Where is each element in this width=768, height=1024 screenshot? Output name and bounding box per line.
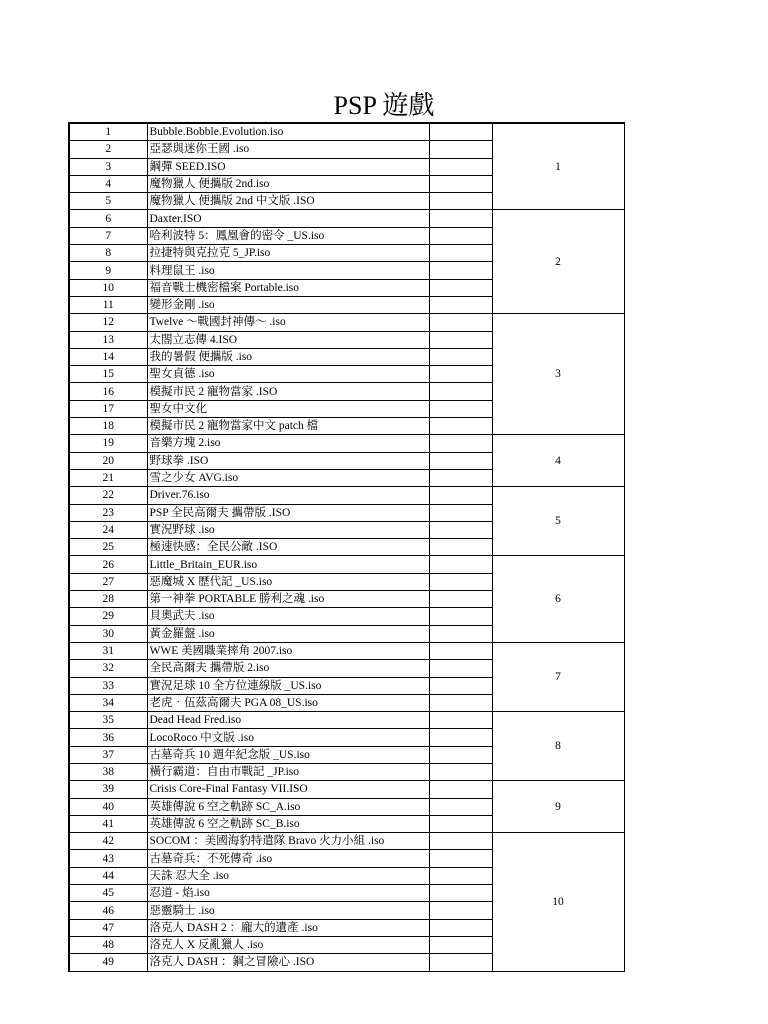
table-row bbox=[69, 487, 624, 504]
row-number: 23 bbox=[69, 504, 147, 521]
row-number: 7 bbox=[69, 227, 147, 244]
empty-cell bbox=[429, 123, 492, 141]
empty-cell bbox=[429, 279, 492, 296]
game-filename: Twelve ～戰國封神傳～ .iso bbox=[147, 314, 429, 331]
game-filename: 模擬市民 2 寵物當家 .ISO bbox=[147, 383, 429, 400]
row-number: 19 bbox=[69, 435, 147, 452]
row-number: 39 bbox=[69, 781, 147, 798]
row-number: 40 bbox=[69, 798, 147, 815]
row-number: 47 bbox=[69, 919, 147, 936]
game-filename: 料理鼠王 .iso bbox=[147, 262, 429, 279]
game-filename: 哈利波特 5：鳳凰會的密令 _US.iso bbox=[147, 227, 429, 244]
row-number: 38 bbox=[69, 763, 147, 780]
empty-cell bbox=[429, 469, 492, 486]
game-filename: 惡魔城 X 歷代記 _US.iso bbox=[147, 573, 429, 590]
row-number: 35 bbox=[69, 712, 147, 729]
game-filename: Driver.76.iso bbox=[147, 487, 429, 504]
empty-cell bbox=[429, 573, 492, 590]
row-number: 44 bbox=[69, 867, 147, 884]
row-number: 9 bbox=[69, 262, 147, 279]
empty-cell bbox=[429, 435, 492, 452]
empty-cell bbox=[429, 556, 492, 573]
empty-cell bbox=[429, 400, 492, 417]
row-number: 25 bbox=[69, 539, 147, 556]
row-number: 32 bbox=[69, 660, 147, 677]
row-number: 26 bbox=[69, 556, 147, 573]
game-filename: Daxter.ISO bbox=[147, 210, 429, 227]
row-number: 45 bbox=[69, 885, 147, 902]
game-filename: 極速快感：全民公敵 .ISO bbox=[147, 539, 429, 556]
row-number: 17 bbox=[69, 400, 147, 417]
game-filename: 惡靈騎士 .iso bbox=[147, 902, 429, 919]
group-number: 3 bbox=[492, 314, 624, 435]
game-filename: 全民高爾夫 攜帶版 2.iso bbox=[147, 660, 429, 677]
row-number: 18 bbox=[69, 418, 147, 435]
empty-cell bbox=[429, 729, 492, 746]
table-row bbox=[69, 642, 624, 659]
table-row bbox=[69, 556, 624, 573]
table-row bbox=[69, 781, 624, 798]
empty-cell bbox=[429, 227, 492, 244]
empty-cell bbox=[429, 296, 492, 313]
empty-cell bbox=[429, 158, 492, 175]
row-number: 16 bbox=[69, 383, 147, 400]
empty-cell bbox=[429, 504, 492, 521]
game-filename: 鋼彈 SEED.ISO bbox=[147, 158, 429, 175]
empty-cell bbox=[429, 919, 492, 936]
game-filename: 雪之少女 AVG.iso bbox=[147, 469, 429, 486]
game-filename: 變形金剛 .iso bbox=[147, 296, 429, 313]
game-filename: 忍道 - 焰.iso bbox=[147, 885, 429, 902]
group-number: 10 bbox=[492, 833, 624, 971]
empty-cell bbox=[429, 262, 492, 279]
game-filename: 英雄傳說 6 空之軌跡 SC_A.iso bbox=[147, 798, 429, 815]
empty-cell bbox=[429, 193, 492, 210]
empty-cell bbox=[429, 175, 492, 192]
row-number: 41 bbox=[69, 815, 147, 832]
game-filename: 亞瑟與迷你王國 .iso bbox=[147, 141, 429, 158]
row-number: 33 bbox=[69, 677, 147, 694]
row-number: 2 bbox=[69, 141, 147, 158]
row-number: 36 bbox=[69, 729, 147, 746]
game-filename: 黃金羅盤 .iso bbox=[147, 625, 429, 642]
game-list-table bbox=[68, 122, 625, 972]
game-filename: Dead Head Fred.iso bbox=[147, 712, 429, 729]
empty-cell bbox=[429, 383, 492, 400]
game-filename: SOCOM ：美國海豹特遣隊 Bravo 火力小組 .iso bbox=[147, 833, 429, 850]
game-filename: 貝奧武夫 .iso bbox=[147, 608, 429, 625]
table-row bbox=[69, 435, 624, 452]
game-filename: 老虎‧伍茲高爾夫 PGA 08_US.iso bbox=[147, 694, 429, 711]
game-filename: Bubble.Bobble.Evolution.iso bbox=[147, 123, 429, 141]
game-filename: 古墓奇兵 10 週年紀念版 _US.iso bbox=[147, 746, 429, 763]
game-filename: 英雄傳說 6 空之軌跡 SC_B.iso bbox=[147, 815, 429, 832]
row-number: 10 bbox=[69, 279, 147, 296]
empty-cell bbox=[429, 833, 492, 850]
row-number: 5 bbox=[69, 193, 147, 210]
game-filename: 實況野球 .iso bbox=[147, 521, 429, 538]
empty-cell bbox=[429, 867, 492, 884]
game-filename: 魔物獵人 便攜版 2nd 中文版 .ISO bbox=[147, 193, 429, 210]
empty-cell bbox=[429, 642, 492, 659]
game-filename: 洛克人 DASH ：鋼之冒險心 .ISO bbox=[147, 954, 429, 971]
row-number: 1 bbox=[69, 123, 147, 141]
row-number: 30 bbox=[69, 625, 147, 642]
row-number: 48 bbox=[69, 936, 147, 953]
game-filename: 洛克人 X 反亂獵人 .iso bbox=[147, 936, 429, 953]
game-filename: 野球拳 .ISO bbox=[147, 452, 429, 469]
game-filename: 橫行霸道：自由市戰記 _JP.iso bbox=[147, 763, 429, 780]
empty-cell bbox=[429, 539, 492, 556]
game-filename: 實況足球 10 全方位連線版 _US.iso bbox=[147, 677, 429, 694]
table-row bbox=[69, 210, 624, 227]
empty-cell bbox=[429, 366, 492, 383]
group-number: 7 bbox=[492, 642, 624, 711]
group-number: 9 bbox=[492, 781, 624, 833]
empty-cell bbox=[429, 141, 492, 158]
row-number: 14 bbox=[69, 348, 147, 365]
empty-cell bbox=[429, 936, 492, 953]
page-title: PSP 遊戲 bbox=[333, 91, 435, 120]
row-number: 22 bbox=[69, 487, 147, 504]
row-number: 37 bbox=[69, 746, 147, 763]
empty-cell bbox=[429, 331, 492, 348]
game-filename: 我的暑假 便攜版 .iso bbox=[147, 348, 429, 365]
game-filename: PSP 全民高爾夫 攜帶版 .ISO bbox=[147, 504, 429, 521]
empty-cell bbox=[429, 608, 492, 625]
game-filename: LocoRoco 中文版 .iso bbox=[147, 729, 429, 746]
empty-cell bbox=[429, 660, 492, 677]
empty-cell bbox=[429, 694, 492, 711]
table-row bbox=[69, 833, 624, 850]
empty-cell bbox=[429, 521, 492, 538]
empty-cell bbox=[429, 885, 492, 902]
game-filename: 魔物獵人 便攜版 2nd.iso bbox=[147, 175, 429, 192]
game-filename: 天誅 忍大全 .iso bbox=[147, 867, 429, 884]
game-filename: 古墓奇兵：不死傳奇 .iso bbox=[147, 850, 429, 867]
empty-cell bbox=[429, 677, 492, 694]
empty-cell bbox=[429, 625, 492, 642]
row-number: 27 bbox=[69, 573, 147, 590]
row-number: 28 bbox=[69, 591, 147, 608]
empty-cell bbox=[429, 314, 492, 331]
row-number: 20 bbox=[69, 452, 147, 469]
empty-cell bbox=[429, 815, 492, 832]
game-filename: Little_Britain_EUR.iso bbox=[147, 556, 429, 573]
empty-cell bbox=[429, 850, 492, 867]
game-filename: WWE 美國職業摔角 2007.iso bbox=[147, 642, 429, 659]
empty-cell bbox=[429, 781, 492, 798]
game-filename: 聖女中文化 bbox=[147, 400, 429, 417]
group-number: 5 bbox=[492, 487, 624, 556]
row-number: 46 bbox=[69, 902, 147, 919]
empty-cell bbox=[429, 746, 492, 763]
row-number: 15 bbox=[69, 366, 147, 383]
group-number: 4 bbox=[492, 435, 624, 487]
row-number: 21 bbox=[69, 469, 147, 486]
group-number: 1 bbox=[492, 123, 624, 210]
empty-cell bbox=[429, 902, 492, 919]
row-number: 6 bbox=[69, 210, 147, 227]
empty-cell bbox=[429, 954, 492, 971]
empty-cell bbox=[429, 418, 492, 435]
row-number: 8 bbox=[69, 245, 147, 262]
row-number: 4 bbox=[69, 175, 147, 192]
group-number: 6 bbox=[492, 556, 624, 642]
game-filename: 模擬市民 2 寵物當家中文 patch 檔 bbox=[147, 418, 429, 435]
game-filename: 太閤立志傳 4.ISO bbox=[147, 331, 429, 348]
row-number: 11 bbox=[69, 296, 147, 313]
game-filename: 洛克人 DASH 2 ：龐大的遺產 .iso bbox=[147, 919, 429, 936]
group-number: 2 bbox=[492, 210, 624, 314]
row-number: 12 bbox=[69, 314, 147, 331]
empty-cell bbox=[429, 712, 492, 729]
game-filename: 第一神拳 PORTABLE 勝利之魂 .iso bbox=[147, 591, 429, 608]
empty-cell bbox=[429, 348, 492, 365]
row-number: 3 bbox=[69, 158, 147, 175]
row-number: 34 bbox=[69, 694, 147, 711]
row-number: 24 bbox=[69, 521, 147, 538]
empty-cell bbox=[429, 210, 492, 227]
game-filename: 聖女貞德 .iso bbox=[147, 366, 429, 383]
empty-cell bbox=[429, 591, 492, 608]
game-filename: 拉捷特與克拉克 5_JP.iso bbox=[147, 245, 429, 262]
empty-cell bbox=[429, 798, 492, 815]
table-row bbox=[69, 712, 624, 729]
row-number: 29 bbox=[69, 608, 147, 625]
row-number: 42 bbox=[69, 833, 147, 850]
row-number: 31 bbox=[69, 642, 147, 659]
empty-cell bbox=[429, 245, 492, 262]
game-filename: 福音戰士機密檔案 Portable.iso bbox=[147, 279, 429, 296]
empty-cell bbox=[429, 452, 492, 469]
group-number: 8 bbox=[492, 712, 624, 781]
table-row bbox=[69, 314, 624, 331]
empty-cell bbox=[429, 763, 492, 780]
row-number: 43 bbox=[69, 850, 147, 867]
row-number: 13 bbox=[69, 331, 147, 348]
table-row bbox=[69, 123, 624, 141]
game-filename: Crisis Core-Final Fantasy VII.ISO bbox=[147, 781, 429, 798]
row-number: 49 bbox=[69, 954, 147, 971]
game-filename: 音樂方塊 2.iso bbox=[147, 435, 429, 452]
empty-cell bbox=[429, 487, 492, 504]
